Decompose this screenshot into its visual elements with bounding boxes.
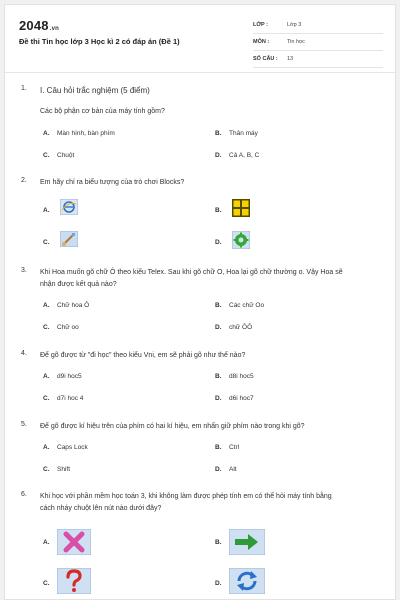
question-number: 1. (21, 85, 27, 92)
option-d[interactable] (215, 395, 254, 402)
green-gear-icon[interactable] (232, 231, 250, 249)
option-letter: B. (215, 444, 222, 451)
pink-x-icon[interactable] (57, 529, 91, 555)
question-text-line: Khi học với phần mềm học toán 3, khi không làm được phép tính em có thể hỏi máy tính bằng (40, 493, 332, 500)
option-letter: B. (215, 302, 222, 309)
option-c[interactable] (43, 152, 74, 159)
option-text: Chuột (57, 152, 75, 159)
option-letter: A. (43, 444, 50, 451)
option-letter: A. (43, 302, 50, 309)
page-header (5, 5, 395, 73)
exam-page (4, 4, 396, 600)
option-d-letter: D. (215, 239, 222, 246)
option-c[interactable] (43, 324, 79, 331)
section-heading: I. Câu hỏi trắc nghiệm (5 điểm) (40, 86, 150, 95)
paint-brush-icon[interactable] (60, 231, 78, 247)
option-b-letter: B. (215, 207, 222, 214)
meta-row-count (253, 51, 383, 68)
meta-label: SỐ CÂU : (253, 56, 278, 62)
option-d-letter: D. (215, 580, 222, 587)
option-a[interactable] (43, 444, 88, 451)
question-text: Các bộ phận cơ bản của máy tính gồm? (40, 108, 165, 115)
option-text: Alt (229, 466, 237, 473)
option-c[interactable] (43, 466, 70, 473)
meta-value: 13 (287, 56, 294, 62)
option-letter: D. (215, 395, 222, 402)
option-text: Ctrl (229, 444, 240, 451)
option-b[interactable] (215, 302, 264, 309)
option-d[interactable] (215, 152, 259, 159)
option-text: Cả A, B, C (229, 152, 260, 159)
meta-value: Tin học (287, 39, 305, 45)
option-text: chữ ÔÔ (229, 324, 253, 331)
question-number: 4. (21, 350, 27, 357)
option-letter: D. (215, 466, 222, 473)
meta-row-subject (253, 34, 383, 51)
option-a[interactable] (43, 373, 82, 380)
green-arrow-icon[interactable] (229, 529, 265, 555)
option-text: Chữ hoa Ô (57, 302, 90, 309)
option-text: Caps Lock (57, 444, 88, 451)
option-text: d9i hoc5 (57, 373, 82, 380)
meta-label: LỚP : (253, 22, 268, 28)
question-number: 3. (21, 267, 27, 274)
question-number: 2. (21, 177, 27, 184)
option-text: Thân máy (229, 130, 258, 137)
option-b[interactable] (215, 130, 258, 137)
option-a[interactable] (43, 130, 115, 137)
logo-suffix: .vn (49, 26, 60, 32)
option-a-letter: A. (43, 539, 50, 546)
option-text: d8i hoc5 (229, 373, 254, 380)
option-a-letter: A. (43, 207, 50, 214)
option-a[interactable] (43, 302, 89, 309)
browser-e-icon[interactable] (60, 199, 78, 215)
option-text: Màn hình, bàn phím (57, 130, 115, 137)
option-c-letter: C. (43, 580, 50, 587)
meta-label: MÔN : (253, 39, 270, 45)
question-number: 5. (21, 421, 27, 428)
question-text-line: Khi Hoa muốn gõ chữ Ô theo kiểu Telex. Sau khi gõ chữ O, Hoa lại gõ chữ thường o. Vậy Hoa sẽ (40, 269, 343, 276)
option-text: d6i hoc7 (229, 395, 254, 402)
option-b[interactable] (215, 373, 254, 380)
option-letter: C. (43, 395, 50, 402)
option-letter: C. (43, 152, 50, 159)
meta-row-class (253, 17, 383, 34)
option-text: d7i hoc 4 (57, 395, 84, 402)
option-b[interactable] (215, 444, 239, 451)
option-letter: B. (215, 130, 222, 137)
question-number: 6. (21, 491, 27, 498)
option-text: Các chữ Oo (229, 302, 265, 309)
option-letter: A. (43, 373, 50, 380)
question-text: Để gõ được từ "đi học" theo kiểu Vni, em sẽ phải gõ như thế nào? (40, 352, 246, 359)
site-logo[interactable] (19, 18, 59, 33)
option-c[interactable] (43, 395, 83, 402)
exam-title: Đề thi Tin học lớp 3 Học kì 2 có đáp án (Đề 1) (19, 37, 180, 46)
question-text-line: cách nháy chuột lên nút nào dưới đây? (40, 505, 162, 512)
meta-value: Lớp 3 (287, 22, 302, 28)
option-letter: A. (43, 130, 50, 137)
option-letter: C. (43, 466, 50, 473)
blue-refresh-icon[interactable] (229, 568, 265, 594)
blocks-grid-icon[interactable] (232, 199, 250, 217)
option-letter: B. (215, 373, 222, 380)
question-text: Để gõ được kí hiệu trên của phím có hai kí hiệu, em nhấn giữ phím nào trong khi gõ? (40, 423, 305, 430)
option-c-letter: C. (43, 239, 50, 246)
red-question-icon[interactable] (57, 568, 91, 594)
option-letter: D. (215, 324, 222, 331)
option-letter: D. (215, 152, 222, 159)
option-letter: C. (43, 324, 50, 331)
option-text: Chữ oo (57, 324, 79, 331)
option-b-letter: B. (215, 539, 222, 546)
logo-text: 2048 (19, 18, 49, 33)
option-d[interactable] (215, 466, 237, 473)
option-text: Shift (57, 466, 71, 473)
question-text-line: nhận được kết quả nào? (40, 281, 117, 288)
question-text: Em hãy chỉ ra biểu tượng của trò chơi Blocks? (40, 179, 185, 186)
exam-meta (253, 17, 383, 68)
option-d[interactable] (215, 324, 252, 331)
